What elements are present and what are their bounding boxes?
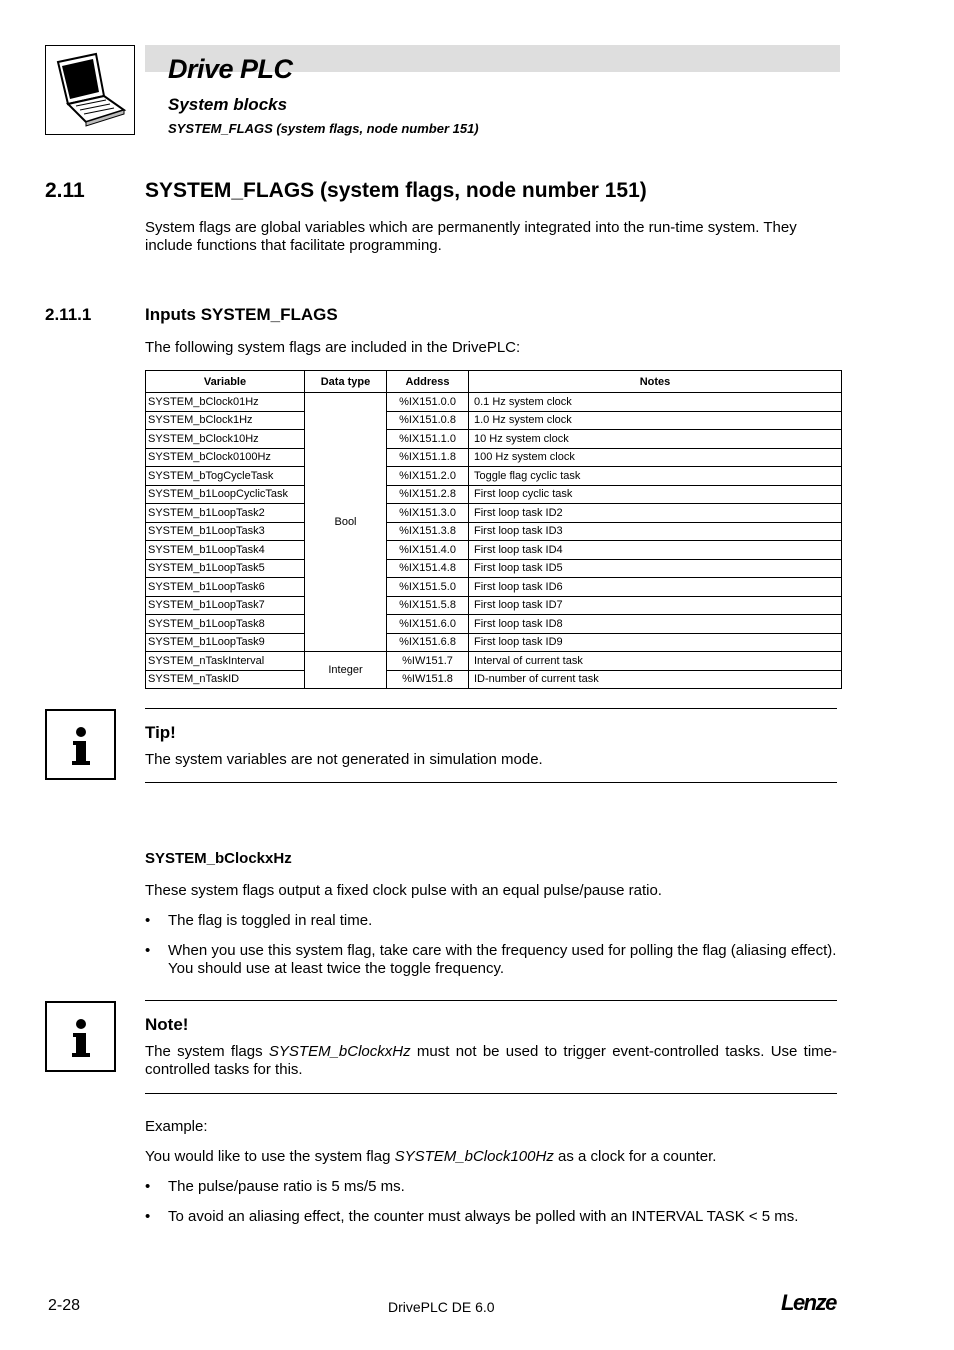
clock-heading: SYSTEM_bClockxHz [145, 850, 292, 867]
example-label: Example: [145, 1118, 208, 1135]
table-row [146, 652, 842, 671]
cell-variable: SYSTEM_b1LoopTask7 [146, 596, 305, 615]
cell-notes: ID-number of current task [469, 670, 842, 689]
cell-variable: SYSTEM_b1LoopTask9 [146, 633, 305, 652]
example-text-before: You would like to use the system flag [145, 1148, 395, 1165]
table-row [146, 430, 842, 449]
example-text [145, 1148, 841, 1166]
note-text-em: SYSTEM_bClockxHz [268, 1043, 411, 1060]
cell-address: %IX151.5.8 [387, 596, 469, 615]
cell-notes: First loop task ID2 [469, 504, 842, 523]
cell-address: %IX151.6.8 [387, 633, 469, 652]
info-i-glyph [47, 711, 114, 778]
header-subsubtitle: SYSTEM_FLAGS (system flags, node number 151) [168, 121, 479, 136]
cell-data-type: Bool [305, 393, 387, 652]
cell-address: %IW151.8 [387, 670, 469, 689]
cell-variable: SYSTEM_bClock01Hz [146, 393, 305, 412]
table-row [146, 615, 842, 634]
cell-notes: First loop cyclic task [469, 485, 842, 504]
col-header-variable: Variable [146, 371, 305, 393]
info-icon [45, 709, 116, 780]
table-row [146, 559, 842, 578]
cell-address: %IX151.1.8 [387, 448, 469, 467]
cell-address: %IX151.1.0 [387, 430, 469, 449]
subsection-number: 2.11.1 [45, 305, 92, 324]
cell-variable: SYSTEM_nTaskInterval [146, 652, 305, 671]
bullet-dot: • [145, 1178, 151, 1195]
clock-bullet: When you use this system flag, take care with the frequency used for polling the flag (aliasing effect). You should use at least twice the toggle frequency. [168, 942, 837, 977]
table-header-row [146, 371, 842, 393]
cell-variable: SYSTEM_b1LoopCyclicTask [146, 485, 305, 504]
info-icon [45, 1001, 116, 1072]
cell-variable: SYSTEM_b1LoopTask4 [146, 541, 305, 560]
clock-intro: These system flags output a fixed clock pulse with an equal pulse/pause ratio. [145, 882, 662, 899]
cell-address: %IX151.4.0 [387, 541, 469, 560]
table-body [146, 393, 842, 689]
example-bullet: The pulse/pause ratio is 5 ms/5 ms. [168, 1178, 405, 1195]
subsection-title: Inputs SYSTEM_FLAGS [145, 305, 338, 324]
page-number: 2-28 [48, 1297, 81, 1314]
cell-notes: First loop task ID3 [469, 522, 842, 541]
system-flags-table [145, 370, 842, 689]
cell-variable: SYSTEM_b1LoopTask5 [146, 559, 305, 578]
bullet-dot: • [145, 1208, 151, 1225]
table-row [146, 541, 842, 560]
laptop-icon [46, 46, 134, 134]
cell-variable: SYSTEM_nTaskID [146, 670, 305, 689]
note-rule-bottom [145, 1093, 837, 1094]
table-row [146, 578, 842, 597]
note-title: Note! [145, 1015, 189, 1034]
table-row [146, 448, 842, 467]
cell-address: %IX151.5.0 [387, 578, 469, 597]
cell-notes: First loop task ID8 [469, 615, 842, 634]
section-intro: System flags are global variables which are permanently integrated into the run-time system. They include functions that facilitate programming. [145, 219, 797, 254]
cell-address: %IX151.0.0 [387, 393, 469, 412]
table-row [146, 411, 842, 430]
brand-logo: Lenze [781, 1290, 836, 1315]
table-row [146, 485, 842, 504]
header-title: Drive PLC [168, 54, 293, 84]
cell-notes: First loop task ID5 [469, 559, 842, 578]
cell-address: %IX151.2.8 [387, 485, 469, 504]
cell-variable: SYSTEM_bClock1Hz [146, 411, 305, 430]
table-row [146, 522, 842, 541]
tip-text: The system variables are not generated in simulation mode. [145, 751, 543, 768]
tip-title: Tip! [145, 723, 176, 742]
info-i-glyph [47, 1003, 114, 1070]
cell-notes: Toggle flag cyclic task [469, 467, 842, 486]
col-header-notes: Notes [469, 371, 842, 393]
cell-address: %IX151.2.0 [387, 467, 469, 486]
clock-bullet: The flag is toggled in real time. [168, 912, 373, 929]
example-bullet: To avoid an aliasing effect, the counter must always be polled with an INTERVAL TASK < 5 ms. [168, 1208, 799, 1225]
laptop-logo [45, 45, 135, 135]
subsection-intro: The following system flags are included in the DrivePLC: [145, 339, 521, 356]
tip-rule-bottom [145, 782, 837, 783]
cell-address: %IX151.4.8 [387, 559, 469, 578]
note-text-before: The system flags [145, 1043, 269, 1060]
cell-notes: Interval of current task [469, 652, 842, 671]
cell-variable: SYSTEM_b1LoopTask2 [146, 504, 305, 523]
col-header-data-type: Data type [305, 371, 387, 393]
cell-address: %IX151.0.8 [387, 411, 469, 430]
table-row [146, 504, 842, 523]
cell-notes: 0.1 Hz system clock [469, 393, 842, 412]
cell-variable: SYSTEM_b1LoopTask6 [146, 578, 305, 597]
cell-notes: First loop task ID9 [469, 633, 842, 652]
cell-notes: First loop task ID7 [469, 596, 842, 615]
cell-variable: SYSTEM_b1LoopTask8 [146, 615, 305, 634]
tip-rule-top [145, 708, 837, 709]
table-row [146, 596, 842, 615]
col-header-address: Address [387, 371, 469, 393]
cell-notes: 10 Hz system clock [469, 430, 842, 449]
cell-variable: SYSTEM_bClock10Hz [146, 430, 305, 449]
note-rule-top [145, 1000, 837, 1001]
cell-variable: SYSTEM_bTogCycleTask [146, 467, 305, 486]
bullet-dot: • [145, 942, 151, 959]
bullet-dot: • [145, 912, 151, 929]
example-text-after: as a clock for a counter. [553, 1148, 717, 1165]
cell-data-type: Integer [305, 652, 387, 689]
cell-variable: SYSTEM_b1LoopTask3 [146, 522, 305, 541]
table-row [146, 467, 842, 486]
cell-notes: First loop task ID4 [469, 541, 842, 560]
table-row [146, 393, 842, 412]
section-title: SYSTEM_FLAGS (system flags, node number 151) [145, 179, 647, 202]
note-text [145, 1043, 837, 1079]
cell-address: %IX151.3.8 [387, 522, 469, 541]
table-row [146, 670, 842, 689]
section-number: 2.11 [45, 179, 85, 202]
cell-notes: First loop task ID6 [469, 578, 842, 597]
note-text-after: must not be used to trigger event-controlled tasks. Use time-controlled tasks for this. [145, 1043, 837, 1078]
cell-variable: SYSTEM_bClock0100Hz [146, 448, 305, 467]
example-text-em: SYSTEM_bClock100Hz [394, 1148, 554, 1165]
cell-address: %IW151.7 [387, 652, 469, 671]
cell-address: %IX151.3.0 [387, 504, 469, 523]
document-id: DrivePLC DE 6.0 [388, 1299, 495, 1315]
header-subtitle: System blocks [168, 95, 288, 114]
table-row [146, 633, 842, 652]
cell-address: %IX151.6.0 [387, 615, 469, 634]
cell-notes: 100 Hz system clock [469, 448, 842, 467]
cell-notes: 1.0 Hz system clock [469, 411, 842, 430]
